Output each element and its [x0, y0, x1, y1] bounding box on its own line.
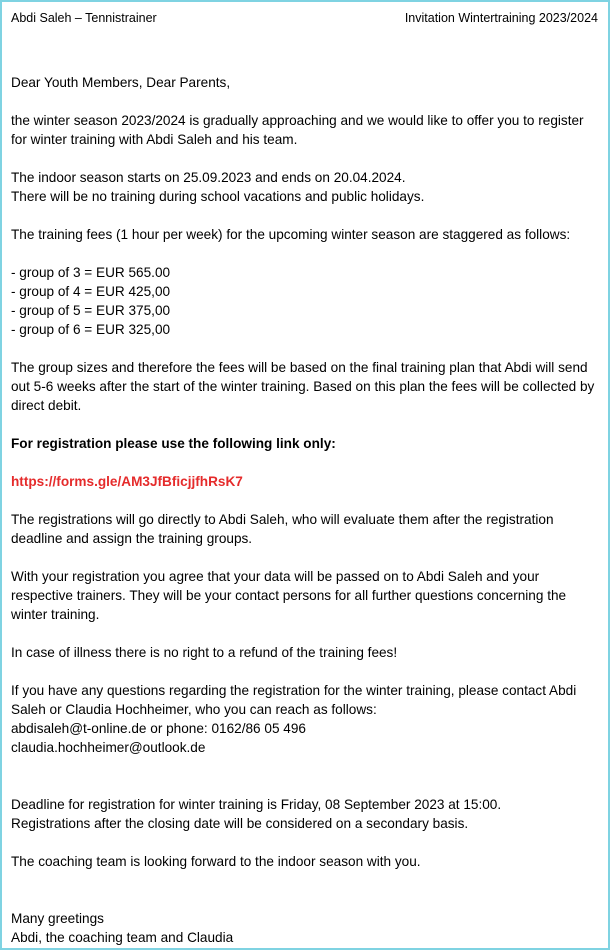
blank-line: [11, 890, 603, 909]
intro-paragraph: the winter season 2023/2024 is gradually approaching and we would like to offer you to register for winter training with Abdi Saleh and his team.: [11, 113, 584, 147]
header-trainer-name: Abdi Saleh – Tennistrainer: [11, 11, 157, 25]
contact-intro: If you have any questions regarding the registration for the winter training, please contact Abdi Saleh or Claudia Hochheimer, who you can reach as follows:: [11, 683, 577, 717]
registration-process: The registrations will go directly to Abdi Saleh, who will evaluate them after the registration deadline and assign the training groups.: [11, 512, 554, 546]
list-item: - group of 4 = EUR 425,00: [11, 284, 171, 299]
blank-line: [11, 776, 603, 795]
page-header: [11, 8, 598, 28]
closing-line: The coaching team is looking forward to the indoor season with you.: [11, 854, 421, 869]
list-item: - group of 6 = EUR 325,00: [11, 322, 171, 337]
registration-heading: For registration please use the following link only:: [11, 436, 336, 451]
deadline: Deadline for registration for winter training is Friday, 08 September 2023 at 15:00.: [11, 797, 502, 812]
header-document-title: Invitation Wintertraining 2023/2024: [404, 11, 598, 25]
contact-claudia: claudia.hochheimer@outlook.de: [11, 740, 206, 755]
holidays-note: There will be no training during school vacations and public holidays.: [11, 189, 425, 204]
salutation: Dear Youth Members, Dear Parents,: [11, 75, 231, 90]
contact-abdi: abdisaleh@t-online.de or phone: 0162/86 05 496: [11, 721, 306, 736]
illness-note: In case of illness there is no right to a refund of the training fees!: [11, 645, 398, 660]
list-item: - group of 3 = EUR 565.00: [11, 265, 171, 280]
letter-body: [11, 73, 603, 947]
fees-list: [11, 263, 603, 339]
list-item: - group of 5 = EUR 375,00: [11, 303, 171, 318]
signature: Abdi, the coaching team and Claudia: [11, 930, 234, 945]
data-consent: With your registration you agree that your data will be passed on to Abdi Saleh and your respective trainers. They will be your contact persons for all further questions concerning the winter training.: [11, 569, 567, 622]
season-dates: The indoor season starts on 25.09.2023 and ends on 20.04.2024.: [11, 170, 406, 185]
registration-link[interactable]: https://forms.gle/AM3JfBficjjfhRsK7: [11, 474, 243, 489]
late-registrations: Registrations after the closing date will be considered on a secondary basis.: [11, 816, 469, 831]
fees-intro: The training fees (1 hour per week) for the upcoming winter season are staggered as follows:: [11, 227, 571, 242]
greeting: Many greetings: [11, 911, 104, 926]
fees-note: The group sizes and therefore the fees will be based on the final training plan that Abdi will send out 5-6 weeks after the start of the winter training. Based on this plan the fees will be collected by direct debit.: [11, 360, 595, 413]
